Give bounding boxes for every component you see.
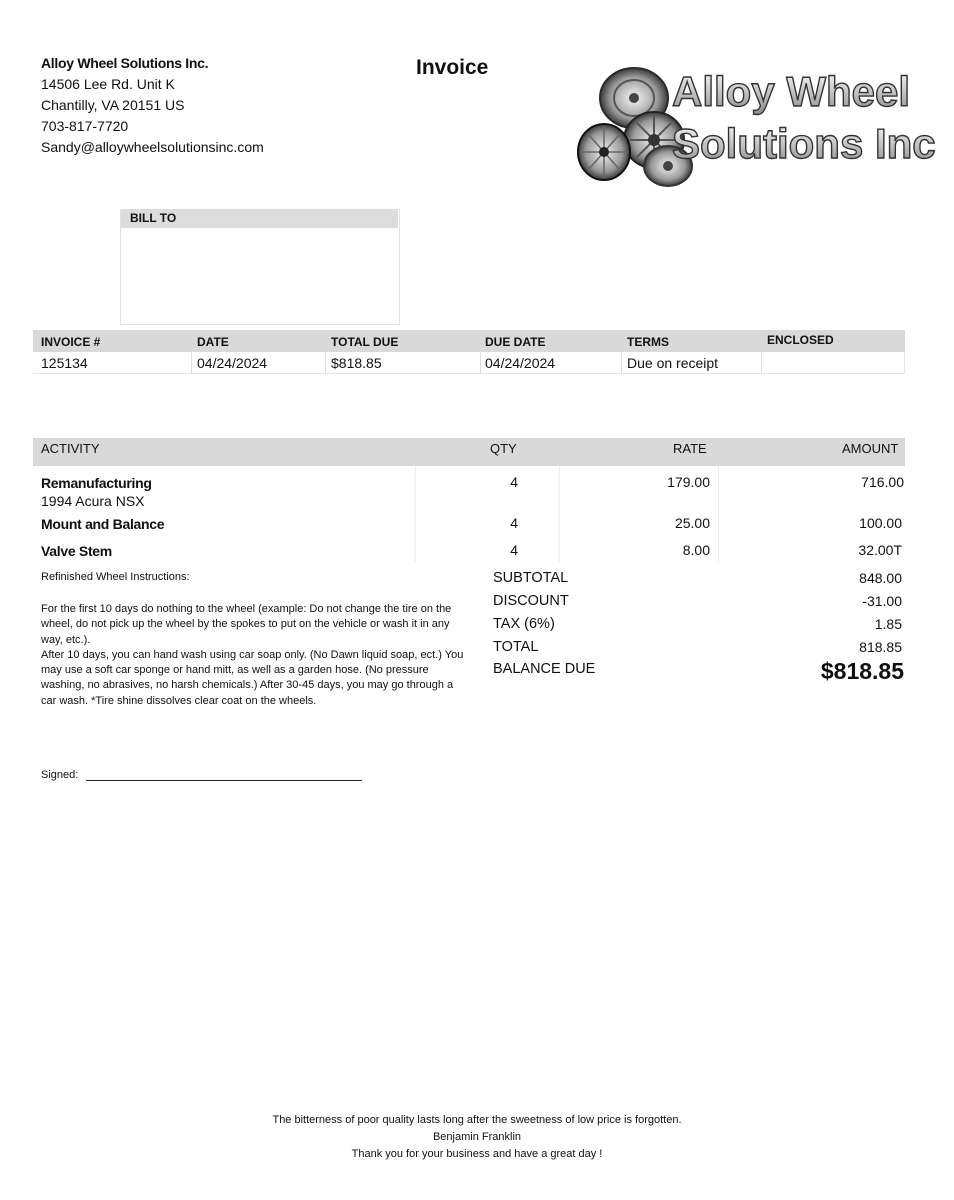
subtotal-label: SUBTOTAL [493, 570, 569, 586]
invoice-number-value: 125134 [41, 355, 88, 371]
signature-line [86, 780, 362, 781]
due-date-value: 04/24/2024 [485, 355, 556, 371]
discount-value: -31.00 [862, 593, 902, 609]
notes-body [41, 602, 466, 709]
column-divider [415, 466, 416, 562]
footer-quote: The bitterness of poor quality lasts long after the sweetness of low price is forgotten. [272, 1114, 682, 1126]
item-amount: 716.00 [861, 474, 904, 490]
qty-column-header: QTY [490, 441, 517, 456]
tax-label: TAX (6%) [493, 616, 555, 632]
logo-text-line2: Solutions Inc [672, 120, 936, 167]
notes-paragraph-1: For the first 10 days do nothing to the wheel (example: Do not change the tire on the wheel, do not pick up the wheel by the spokes to put on the vehicle or wash it in any way, etc.). [41, 603, 452, 646]
discount-label: DISCOUNT [493, 593, 569, 609]
terms-value: Due on receipt [627, 355, 719, 371]
balance-due-label: BALANCE DUE [493, 661, 596, 677]
column-divider [559, 466, 560, 562]
invoice-number-label: INVOICE # [41, 335, 101, 349]
date-label: DATE [197, 335, 229, 349]
activity-column-header: ACTIVITY [41, 441, 100, 456]
meta-divider [761, 352, 762, 374]
amount-column-header: AMOUNT [842, 441, 899, 456]
item-amount: 32.00T [858, 542, 902, 558]
invoice-meta-row [33, 352, 905, 374]
item-amount: 100.00 [859, 515, 902, 531]
signed-label: Signed: [41, 769, 79, 781]
footer-author: Benjamin Franklin [432, 1131, 522, 1143]
total-due-value: $818.85 [331, 355, 382, 371]
notes-title: Refinished Wheel Instructions: [41, 571, 190, 583]
item-qty: 4 [510, 474, 518, 490]
meta-divider [480, 352, 481, 374]
logo-text-line1: Alloy Wheel [672, 68, 911, 115]
terms-label: TERMS [627, 335, 669, 349]
item-name: Valve Stem [41, 543, 112, 559]
item-name: Mount and Balance [41, 516, 165, 532]
total-label: TOTAL [493, 639, 539, 655]
notes-paragraph-2: After 10 days, you can hand wash using car soap only. (No Dawn liquid soap, ect.) You may use a soft car sponge or hand mitt, as well as a garden hose. (No pressure washing, no abrasives, no harsh chemicals.) After 30-45 days, you may go through a car wash. *Tire shine dissolves clear coat on the wheels. [41, 648, 464, 707]
meta-divider [621, 352, 622, 374]
footer-thanks: Thank you for your business and have a great day ! [351, 1148, 603, 1160]
rate-column-header: RATE [673, 441, 707, 456]
meta-divider [191, 352, 192, 374]
company-email: Sandy@alloywheelsolutionsinc.com [41, 139, 264, 155]
activity-table-header [33, 438, 905, 466]
item-rate: 179.00 [667, 474, 710, 490]
total-due-label: TOTAL DUE [331, 335, 399, 349]
item-name: Remanufacturing [41, 475, 152, 491]
company-address-line1: 14506 Lee Rd. Unit K [41, 76, 175, 92]
enclosed-label: ENCLOSED [767, 333, 834, 347]
company-address-line2: Chantilly, VA 20151 US [41, 97, 185, 113]
alloy-wheel-logo-icon [576, 62, 936, 190]
company-name: Alloy Wheel Solutions Inc. [41, 55, 209, 71]
total-value: 818.85 [859, 639, 902, 655]
item-qty: 4 [510, 515, 518, 531]
company-phone: 703-817-7720 [41, 118, 129, 134]
date-value: 04/24/2024 [197, 355, 268, 371]
item-rate: 25.00 [674, 515, 710, 531]
subtotal-value: 848.00 [859, 570, 902, 586]
bill-to-label: BILL TO [130, 211, 177, 225]
balance-due-value: $818.85 [820, 658, 904, 684]
due-date-label: DUE DATE [485, 335, 546, 349]
item-rate: 8.00 [682, 542, 710, 558]
document-title: Invoice [416, 56, 489, 79]
company-logo [576, 62, 936, 190]
column-divider [718, 466, 719, 562]
item-qty: 4 [510, 542, 518, 558]
item-description: 1994 Acura NSX [41, 493, 145, 509]
meta-divider [325, 352, 326, 374]
tax-value: 1.85 [874, 616, 902, 632]
